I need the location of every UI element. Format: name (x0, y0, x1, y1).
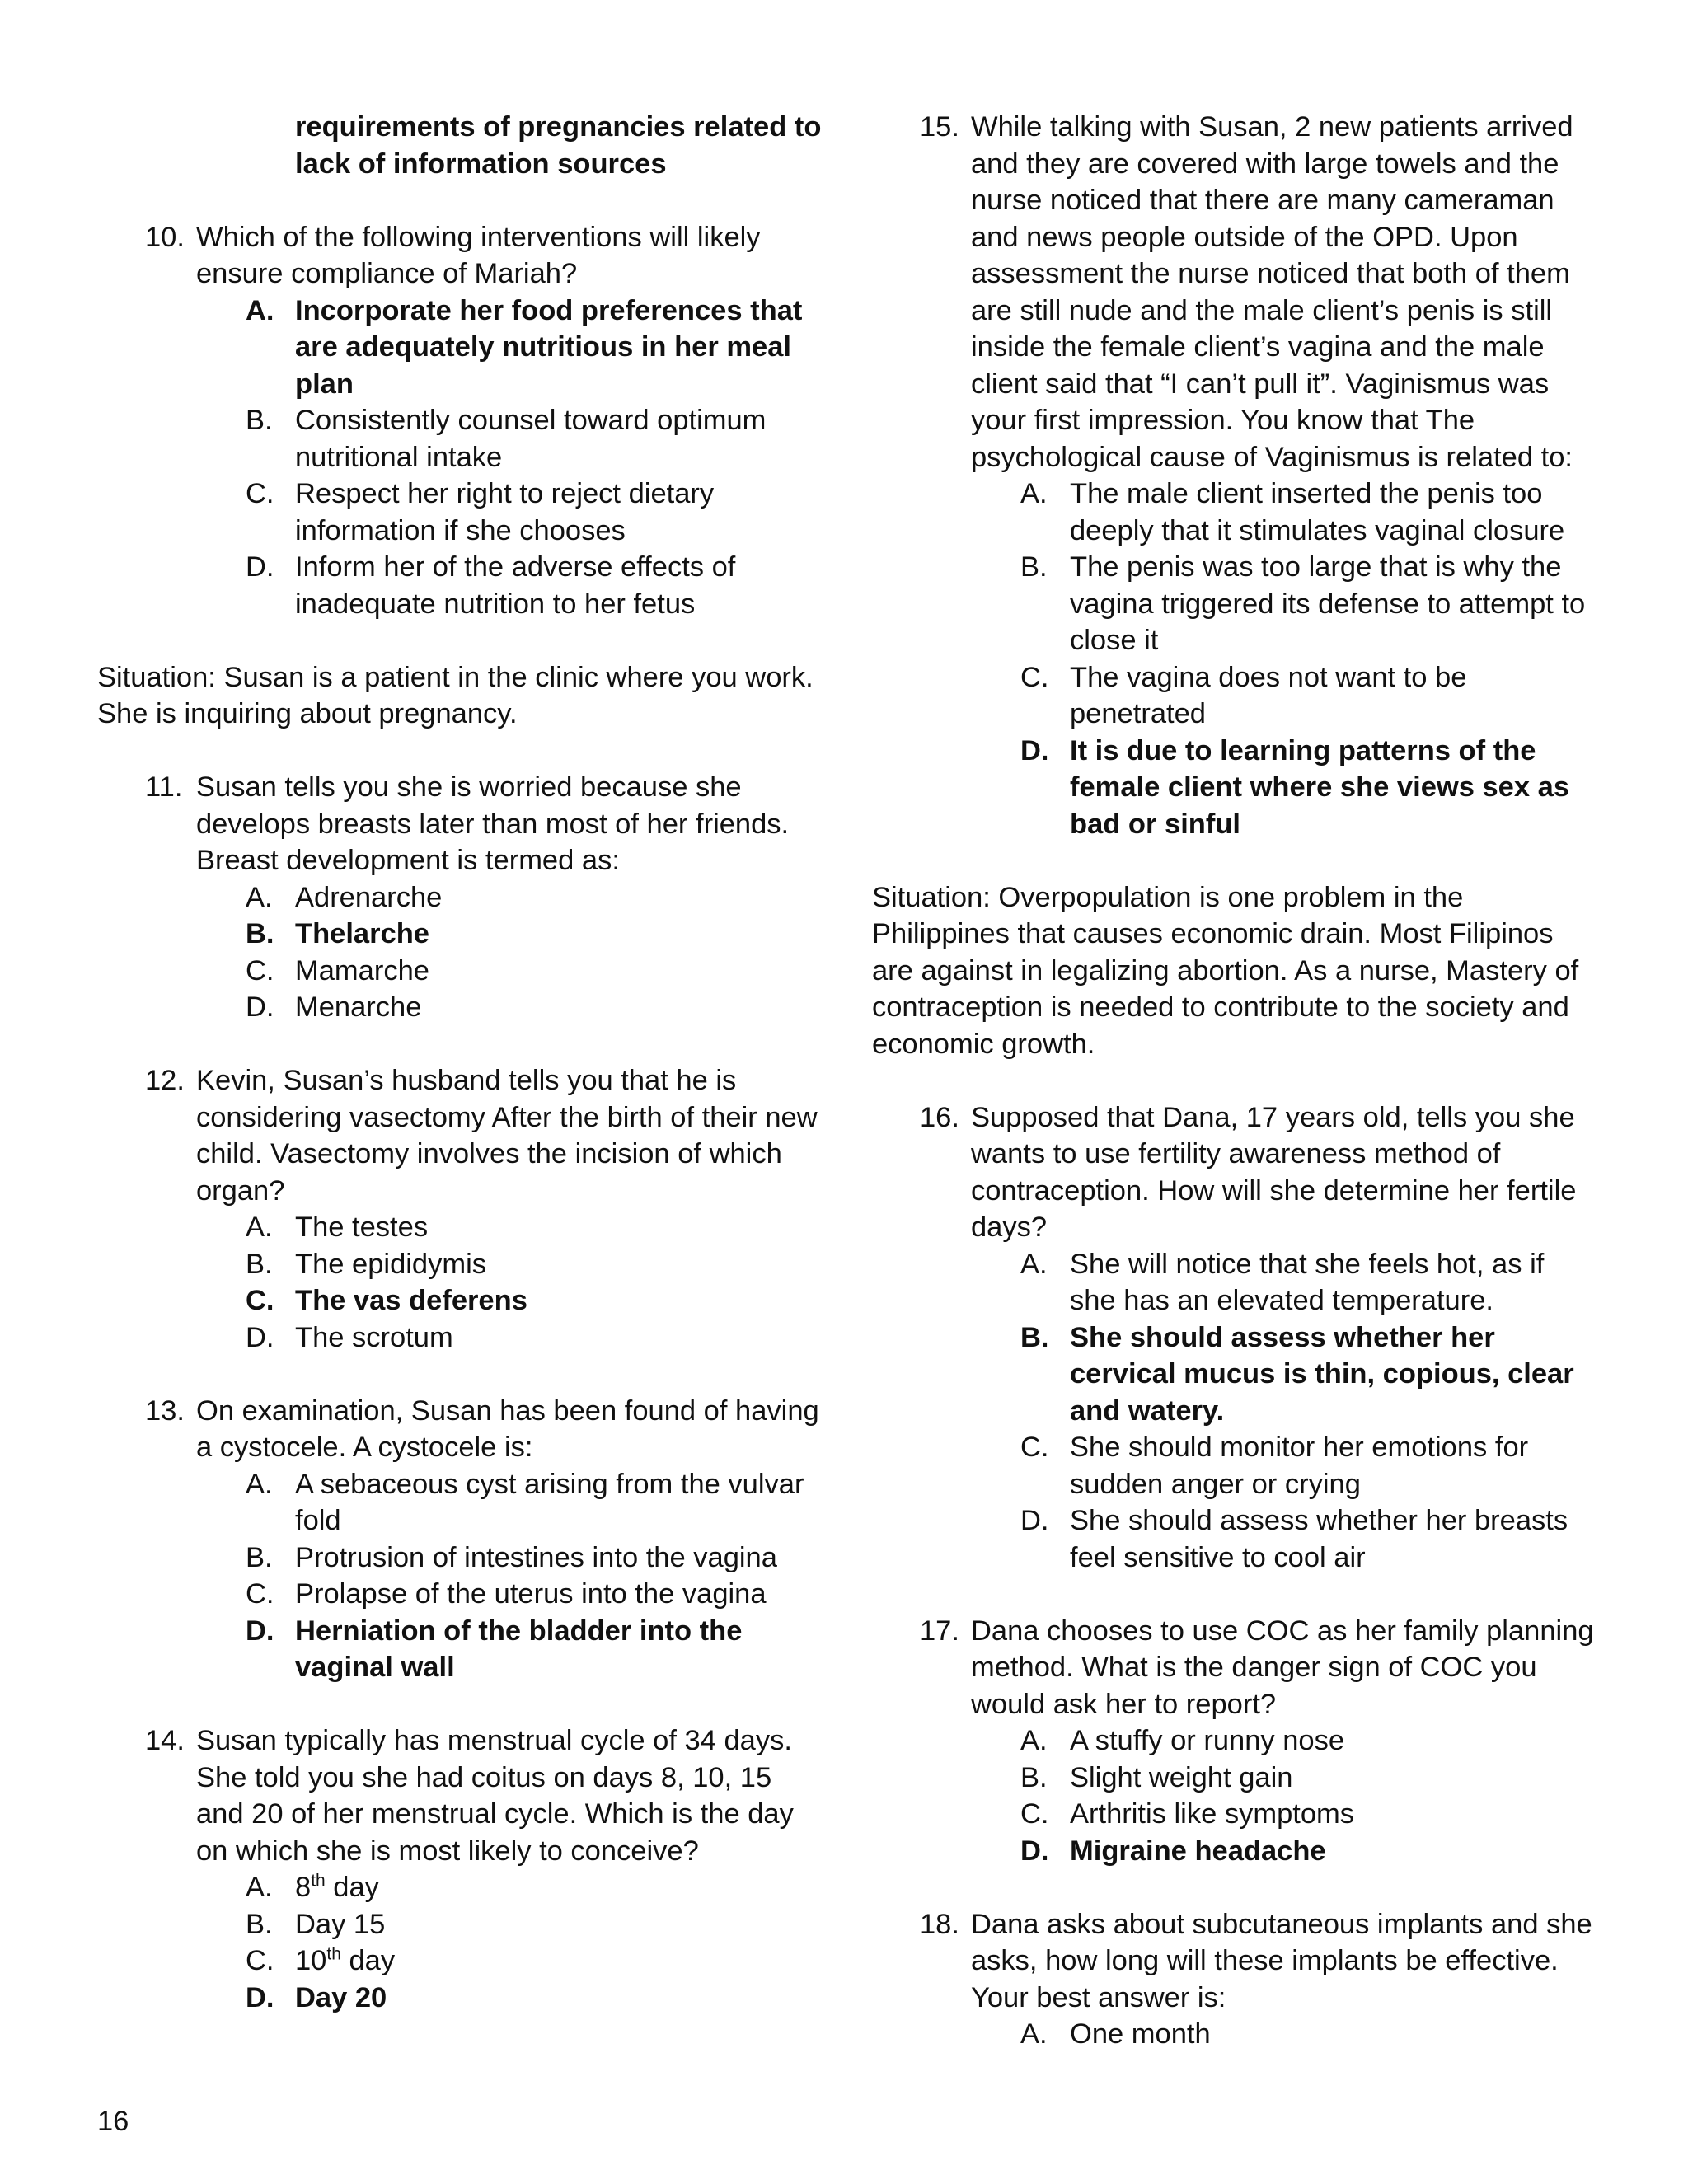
question-10 (97, 219, 823, 623)
question-18 (872, 1906, 1597, 2053)
option-c (971, 1429, 1597, 1502)
option-d (971, 1502, 1597, 1576)
option-d (196, 989, 823, 1026)
option-text: Day 15 (295, 1908, 386, 1940)
question-text: Dana chooses to use COC as her family planning method. What is the danger sign of COC you would ask her to report? (971, 1615, 1594, 1720)
option-b (971, 1319, 1597, 1430)
option-text: One month (1070, 2018, 1211, 2050)
option-text: Consistently counsel toward optimum nutritional intake (295, 405, 767, 473)
options (196, 879, 823, 1026)
option-text: Menarche (295, 991, 422, 1023)
option-letter: D. (1020, 734, 1049, 766)
options (971, 1246, 1597, 1577)
option-text: It is due to learning patterns of the female client where she views sex as bad or sinful (1070, 734, 1570, 840)
option-text: The epididymis (295, 1248, 487, 1280)
question-number: 14. (145, 1725, 185, 1756)
option-text: She should monitor her emotions for sudden anger or crying (1070, 1432, 1529, 1500)
question-text: While talking with Susan, 2 new patients arrived and they are covered with large towels and the nurse noticed that there are many cameraman and news people outside of the OPD. Upon assessment the nurse noticed that both of them are still nude and the male client’s penis is still inside the female client’s vagina and the male client said that “I can’t pull it”. Vaginismus was your first impression. You know that The psychological cause of Vaginismus is related to: (971, 111, 1573, 473)
option-letter: D. (1020, 1835, 1049, 1867)
option-c (196, 1282, 823, 1319)
option-letter: C. (1020, 1432, 1049, 1463)
option-text-suffix: day (325, 1872, 379, 1903)
ordinal-suffix: th (311, 1871, 326, 1891)
option-d (196, 1613, 823, 1686)
question-number: 13. (145, 1394, 185, 1427)
option-text: Migraine headache (1070, 1835, 1326, 1867)
option-letter: B. (246, 1248, 273, 1280)
question-12 (97, 1062, 823, 1356)
option-text: Mamarche (295, 954, 429, 987)
options (971, 1722, 1597, 1869)
option-a (971, 1246, 1597, 1319)
option-text: A sebaceous cyst arising from the vulvar fold (295, 1468, 804, 1536)
option-text-suffix: day (340, 1945, 396, 1976)
option-text: The vas deferens (295, 1285, 528, 1316)
option-a (196, 1466, 823, 1540)
option-letter: D. (246, 1981, 274, 2013)
option-text: The vagina does not want to be penetrated (1070, 661, 1467, 729)
option-letter: B. (246, 918, 274, 949)
option-text: The male client inserted the penis too deeply that it stimulates vaginal closure (1070, 478, 1565, 546)
option-letter: B. (246, 1541, 273, 1573)
option-b (196, 402, 823, 476)
option-b (196, 1906, 823, 1943)
question-text: Supposed that Dana, 17 years old, tells you she wants to use fertility awareness method of contraception. How will she determine her fertile days? (971, 1101, 1577, 1243)
option-text: She will notice that she feels hot, as if she has an elevated temperature. (1070, 1248, 1545, 1316)
option-text: Protrusion of intestines into the vagina (295, 1541, 777, 1573)
question-number: 17. (920, 1615, 959, 1647)
option-letter: C. (246, 954, 274, 987)
option-d (971, 733, 1597, 843)
option-a (196, 1869, 823, 1906)
option-text: The scrotum (295, 1321, 453, 1353)
option-letter: B. (246, 405, 273, 436)
question-text: Kevin, Susan’s husband tells you that he is considering vasectomy After the birth of their new child. Vasectomy involves the incision of which organ? (196, 1065, 818, 1207)
option-text-number: 10 (295, 1945, 327, 1976)
question-9-continuation: requirements of pregnancies related to lack of information sources (295, 111, 822, 180)
option-text: Adrenarche (295, 881, 443, 913)
question-17 (872, 1613, 1597, 1870)
option-c (971, 1796, 1597, 1833)
option-letter: D. (246, 1321, 274, 1353)
option-text-number: 8 (295, 1872, 312, 1903)
option-letter: C. (246, 478, 274, 509)
option-text: She should assess whether her cervical mucus is thin, copious, clear and watery. (1070, 1321, 1574, 1427)
right-column (872, 109, 1597, 2053)
option-b (196, 1540, 823, 1577)
option-c (196, 953, 823, 990)
option-text: Inform her of the adverse effects of inadequate nutrition to her fetus (295, 551, 736, 620)
question-text: Susan tells you she is worried because she develops breasts later than most of her friends. Breast development is termed as: (196, 771, 790, 876)
option-text: The penis was too large that is why the vagina triggered its defense to attempt to close it (1070, 551, 1586, 656)
option-b (196, 1246, 823, 1283)
option-letter: A. (1020, 2018, 1048, 2050)
option-letter: A. (246, 881, 273, 913)
option-b (971, 1760, 1597, 1797)
option-d (196, 1319, 823, 1357)
option-letter: A. (246, 1212, 273, 1243)
question-text: Dana asks about subcutaneous implants and she asks, how long will these implants be effective. Your best answer is: (971, 1908, 1592, 2013)
option-letter: D. (246, 551, 274, 583)
option-letter: C. (246, 1945, 274, 1976)
question-text: Susan typically has menstrual cycle of 34 days. She told you she had coitus on days 8, 10, 15 and 20 of her menstrual cycle. Which is the day on which she is most likely to conceive? (196, 1725, 794, 1867)
option-letter: D. (1020, 1505, 1049, 1536)
option-letter: C. (1020, 661, 1049, 693)
option-letter: D. (246, 1615, 274, 1647)
option-text: Day 20 (295, 1981, 387, 2013)
option-d (196, 549, 823, 622)
option-letter: C. (246, 1285, 274, 1316)
option-text: A stuffy or runny nose (1070, 1725, 1345, 1756)
option-letter: C. (246, 1578, 274, 1610)
question-number: 15. (920, 111, 959, 143)
question-number: 16. (920, 1101, 959, 1133)
option-c (971, 659, 1597, 733)
option-text: Slight weight gain (1070, 1761, 1293, 1793)
option-a (196, 293, 823, 403)
options (971, 2016, 1597, 2053)
option-b (971, 549, 1597, 659)
option-text: Thelarche (295, 918, 429, 949)
option-c (196, 1943, 823, 1980)
ordinal-suffix: th (326, 1944, 341, 1964)
option-text: She should assess whether her breasts feel sensitive to cool air (1070, 1505, 1568, 1573)
option-text: Prolapse of the uterus into the vagina (295, 1578, 767, 1610)
option-text: Incorporate her food preferences that are adequately nutritious in her meal plan (295, 294, 803, 400)
option-letter: A. (246, 294, 274, 326)
question-15 (872, 109, 1597, 842)
question-number: 12. (145, 1065, 185, 1096)
options (196, 1466, 823, 1686)
option-letter: A. (1020, 1725, 1048, 1756)
left-column (97, 109, 823, 2016)
page-number: 16 (97, 2106, 129, 2137)
option-b (196, 916, 823, 953)
options (196, 293, 823, 623)
option-text: The testes (295, 1212, 429, 1243)
option-c (196, 1576, 823, 1613)
option-a (971, 2016, 1597, 2053)
question-text: On examination, Susan has been found of having a cystocele. A cystocele is: (196, 1394, 819, 1463)
option-letter: A. (1020, 1248, 1048, 1280)
option-d (971, 1833, 1597, 1870)
option-text: Herniation of the bladder into the vaginal wall (295, 1615, 743, 1683)
option-letter: B. (1020, 551, 1048, 583)
option-letter: A. (246, 1468, 273, 1500)
option-letter: B. (246, 1908, 273, 1940)
option-letter: B. (1020, 1761, 1048, 1793)
options (196, 1209, 823, 1356)
option-letter: B. (1020, 1321, 1049, 1353)
option-letter: D. (246, 991, 274, 1023)
options (971, 476, 1597, 842)
question-11 (97, 769, 823, 1026)
options (196, 1869, 823, 2016)
option-c (196, 476, 823, 549)
option-d (196, 1980, 823, 2017)
option-a (196, 879, 823, 916)
question-13 (97, 1393, 823, 1686)
option-a (196, 1209, 823, 1246)
situation-overpopulation: Situation: Overpopulation is one problem in the Philippines that causes economic drain. Most Filipinos are against in legalizing abortion. As a nurse, Mastery of contraception is needed to contribute to the society and economic growth. (872, 881, 1579, 1060)
option-text: Respect her right to reject dietary information if she chooses (295, 478, 715, 546)
question-14 (97, 1722, 823, 2016)
option-letter: A. (246, 1872, 273, 1903)
question-text: Which of the following interventions will likely ensure compliance of Mariah? (196, 221, 761, 289)
option-letter: C. (1020, 1798, 1049, 1830)
question-number: 11. (145, 771, 183, 803)
option-text: Arthritis like symptoms (1070, 1798, 1355, 1830)
option-a (971, 476, 1597, 549)
question-number: 18. (920, 1908, 959, 1940)
option-a (971, 1722, 1597, 1760)
option-letter: A. (1020, 478, 1048, 509)
question-number: 10. (145, 221, 185, 253)
question-16 (872, 1099, 1597, 1577)
situation-susan: Situation: Susan is a patient in the clinic where you work. She is inquiring about pregnancy. (97, 661, 814, 729)
